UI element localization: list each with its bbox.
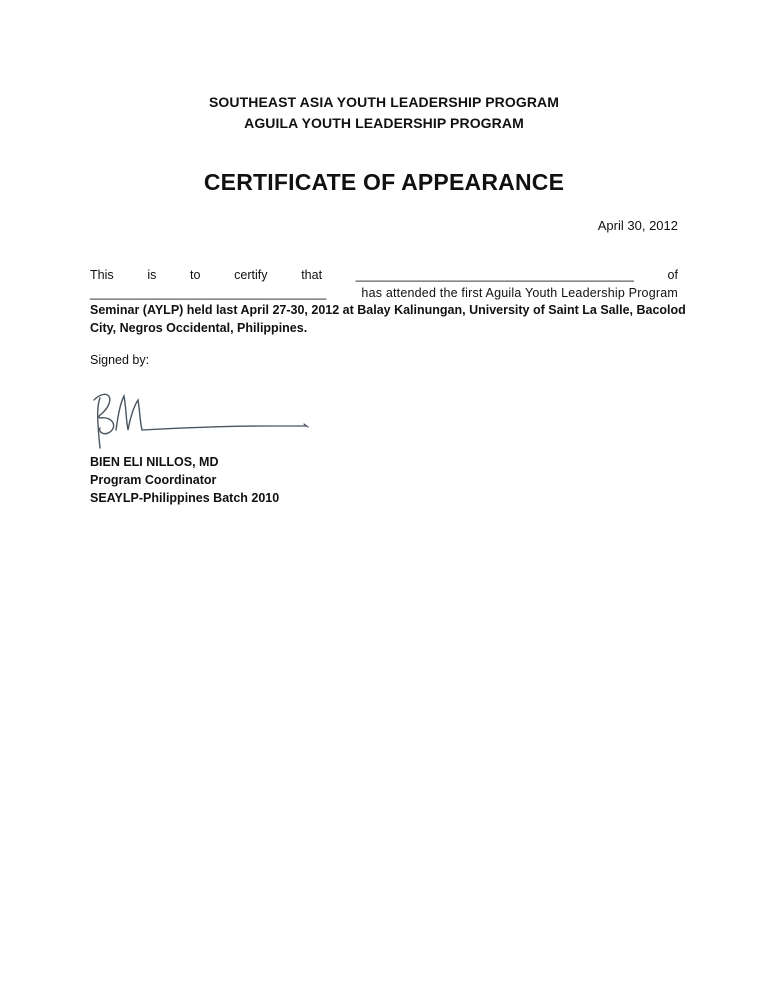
organization-header	[0, 92, 768, 134]
header-line-1: SOUTHEAST ASIA YOUTH LEADERSHIP PROGRAM	[208, 94, 560, 110]
signer-name: BIEN ELI NILLOS, MD	[90, 455, 219, 469]
body-word: This	[90, 268, 114, 282]
body-word: that	[301, 268, 323, 282]
signer-batch: SEAYLP-Philippines Batch 2010	[90, 491, 280, 505]
certificate-title: CERTIFICATE OF APPEARANCE	[203, 169, 565, 195]
body-word: certify	[234, 268, 268, 282]
body-word: of	[667, 268, 678, 282]
body-line-4: City, Negros Occidental, Philippines.	[90, 320, 308, 335]
handwritten-signature	[88, 386, 312, 456]
certificate-date: April 30, 2012	[597, 218, 678, 233]
signer-position: Program Coordinator	[90, 473, 217, 487]
body-line-2-text: has attended the first Aguila Youth Leadership Program	[361, 285, 678, 300]
body-line-2	[90, 285, 678, 303]
body-line-1	[90, 267, 678, 285]
signer-block	[90, 453, 279, 507]
name-blank: ________________________________________	[355, 268, 634, 282]
body-word: to	[190, 268, 201, 282]
header-line-2: AGUILA YOUTH LEADERSHIP PROGRAM	[244, 115, 524, 131]
body-word: is	[147, 268, 157, 282]
school-blank: __________________________________	[90, 285, 327, 300]
signed-by-label: Signed by:	[90, 353, 150, 367]
body-line-3: Seminar (AYLP) held last April 27-30, 2012 at Balay Kalinungan, University of Saint La Salle, Bacolod	[90, 303, 686, 317]
certificate-body	[90, 267, 686, 337]
